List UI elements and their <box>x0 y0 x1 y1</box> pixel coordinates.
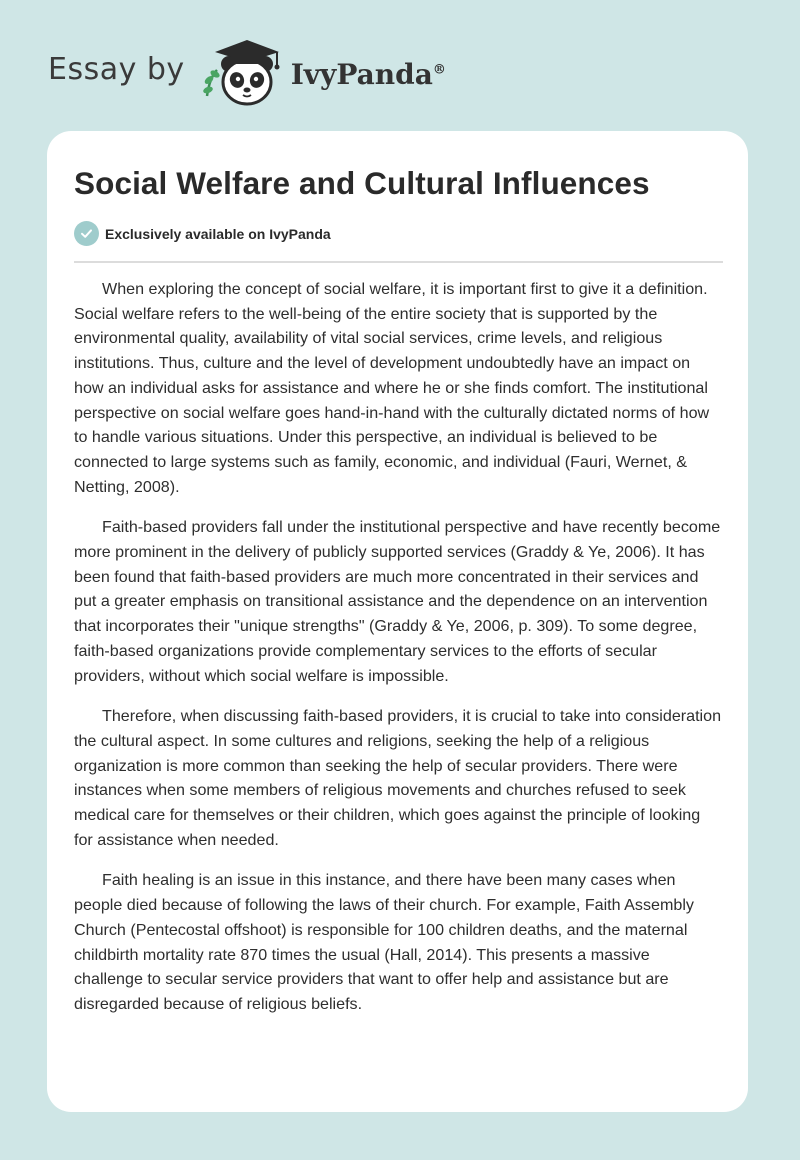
panda-graduate-icon <box>199 34 287 110</box>
paragraph: Therefore, when discussing faith-based providers, it is crucial to take into consideration the cultural aspect. In some cultures and religions, seeking the help of a religious organization is more common than seeking the help of secular providers. There were instances when some members of religious movements and churches refused to seek medical care for themselves or their children, which goes against the principle of looking for assistance when needed. <box>74 707 722 849</box>
brand-prefix: Essay by <box>48 51 185 87</box>
page-title: Social Welfare and Cultural Influences <box>74 165 650 201</box>
essay-card <box>47 131 748 1112</box>
brand-header[interactable] <box>48 32 446 112</box>
exclusive-badge <box>74 221 331 246</box>
badge-label: Exclusively available on IvyPanda <box>105 225 331 242</box>
brand-name <box>291 58 446 91</box>
check-icon <box>74 221 99 246</box>
paragraph: Faith-based providers fall under the institutional perspective and have recently become more prominent in the delivery of publicly supported services (Graddy & Ye, 2006). It has been found that faith-based providers are much more concentrated in their services and put a greater emphasis on transitional assistance and the dependence on an intervention that incorporates their "unique strengths" (Graddy & Ye, 2006, p. 309). To some degree, faith-based organizations provide complementary services to the efforts of secular providers, without which social welfare is impossible. <box>74 518 721 685</box>
essay-body <box>74 277 723 1033</box>
paragraph: When exploring the concept of social welfare, it is important first to give it a definition. Social welfare refers to the well-being of the entire society that is supported by the environmental quality, availability of vital social services, crime levels, and religious institutions. Thus, culture and the level of development undoubtedly have an impact on how an individual asks for assistance and where he or she finds comfort. The institutional perspective on social welfare goes hand-in-hand with the culturally dictated norms of how to handle various situations. Under this perspective, an individual is believed to be connected to large systems such as family, economic, and individual (Fauri, Wernet, & Netting, 2008). <box>74 280 710 496</box>
divider <box>74 261 723 263</box>
paragraph: Faith healing is an issue in this instance, and there have been many cases when people died because of following the laws of their church. For example, Faith Assembly Church (Pentecostal offshoot) is responsible for 100 children deaths, and the maternal childbirth mortality rate 870 times the usual (Hall, 2014). This presents a massive challenge to secular service providers that want to offer help and assistance but are disregarded because of religious beliefs. <box>74 871 694 1013</box>
registered-mark: ® <box>432 62 446 78</box>
brand-name-text: IvyPanda <box>290 57 433 91</box>
